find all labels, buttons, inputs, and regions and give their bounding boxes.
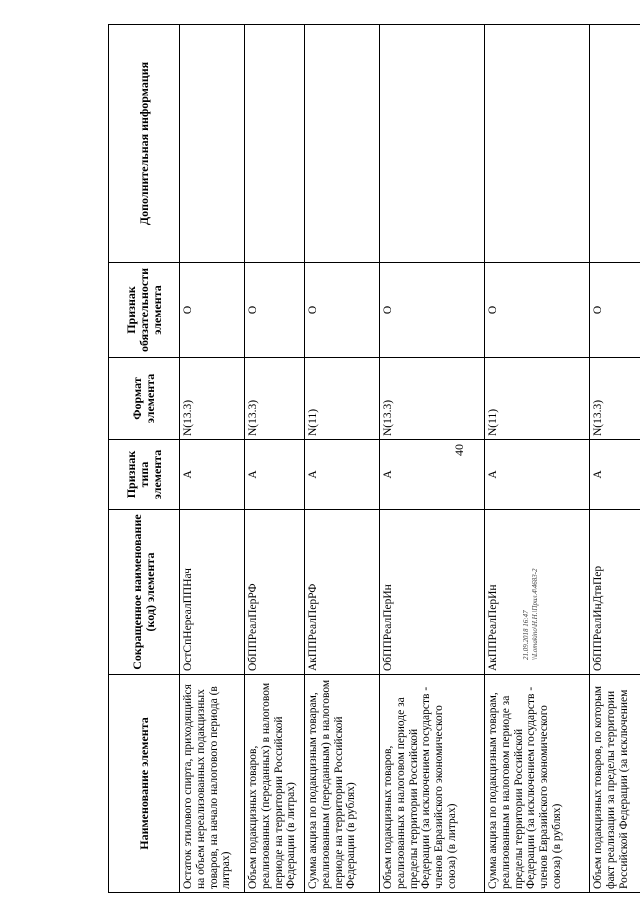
cell-info [245, 25, 305, 263]
table-row [180, 25, 245, 893]
elements-table [108, 24, 640, 893]
cell-format: N(11) [485, 358, 590, 440]
cell-required: О [305, 263, 380, 358]
cell-name: Сумма акциза по подакцизным товарам, реализованным (переданным) в налоговом периоде на территории Российской Федерации (в рублях) [305, 675, 380, 893]
cell-code: ОбППРеалПерРФ [245, 510, 305, 675]
cell-name: Сумма акциза по подакцизным товарам, реализованным в налоговом периоде за пределы территории Российской Федерации (за исключением государств - членов Евразийского экономического союза) (в рублях) [485, 675, 590, 893]
cell-type: А [485, 440, 590, 510]
cell-name: Остаток этилового спирта, приходящийся на объем нереализованных подакцизных товаров, на начало налогового периода (в литрах) [180, 675, 245, 893]
cell-code: ОбППРеалИнДтвПер [590, 510, 640, 675]
cell-type: А [180, 440, 245, 510]
header-additional-info: Дополнительная информация [109, 25, 180, 263]
header-element-format: Формат элемента [109, 358, 180, 440]
table-row [590, 25, 640, 893]
cell-info [590, 25, 640, 263]
table-row [245, 25, 305, 893]
cell-required: О [485, 263, 590, 358]
cell-info [485, 25, 590, 263]
cell-code: АкППРеалПерИн [485, 510, 590, 675]
table-row [305, 25, 380, 893]
cell-type: А [245, 440, 305, 510]
cell-info [180, 25, 245, 263]
cell-required: О [180, 263, 245, 358]
cell-name: Объем подакцизных товаров, реализованных в налоговом периоде за пределы территории Российской Федерации (за исключением государств - членов Евразийского экономического союза) (в литрах) [380, 675, 485, 893]
cell-info [305, 25, 380, 263]
table-row [380, 25, 485, 893]
cell-name: Объем подакцизных товаров, реализованных (переданных) в налоговом периоде на территории Российской Федерации (в литрах) [245, 675, 305, 893]
header-element-name: Наименование элемента [109, 675, 180, 893]
cell-type: А [380, 440, 485, 510]
cell-format: N(13.3) [180, 358, 245, 440]
page-number: 40 [452, 444, 466, 456]
cell-required: О [590, 263, 640, 358]
footer-timestamp: 21.09.2018 16:47 [522, 610, 530, 660]
table-row [485, 25, 590, 893]
cell-format: N(13.3) [590, 358, 640, 440]
header-element-required: Признак обязательности элемента [109, 263, 180, 358]
cell-required: О [245, 263, 305, 358]
cell-code: АкППРеалПерРФ [305, 510, 380, 675]
cell-code: ОбППРеалПерИн [380, 510, 485, 675]
cell-format: N(13.3) [245, 358, 305, 440]
cell-format: N(11) [305, 358, 380, 440]
table-header-row [109, 25, 180, 893]
cell-type: А [590, 440, 640, 510]
rotated-table-wrapper [108, 25, 640, 893]
footer-file-path: \\Lomakino\Н.Н.\Прил.4\4683-2 [531, 568, 539, 660]
cell-info [380, 25, 485, 263]
cell-format: N(13.3) [380, 358, 485, 440]
cell-name: Объем подакцизных товаров, по которым факт реализации за пределы территории Российской Федерации (за исключением [590, 675, 640, 893]
header-element-code: Сокращенное наименование (код) элемента [109, 510, 180, 675]
cell-code: ОстСпНереалППНач [180, 510, 245, 675]
header-element-type: Признак типа элемента [109, 440, 180, 510]
cell-type: А [305, 440, 380, 510]
cell-required: О [380, 263, 485, 358]
